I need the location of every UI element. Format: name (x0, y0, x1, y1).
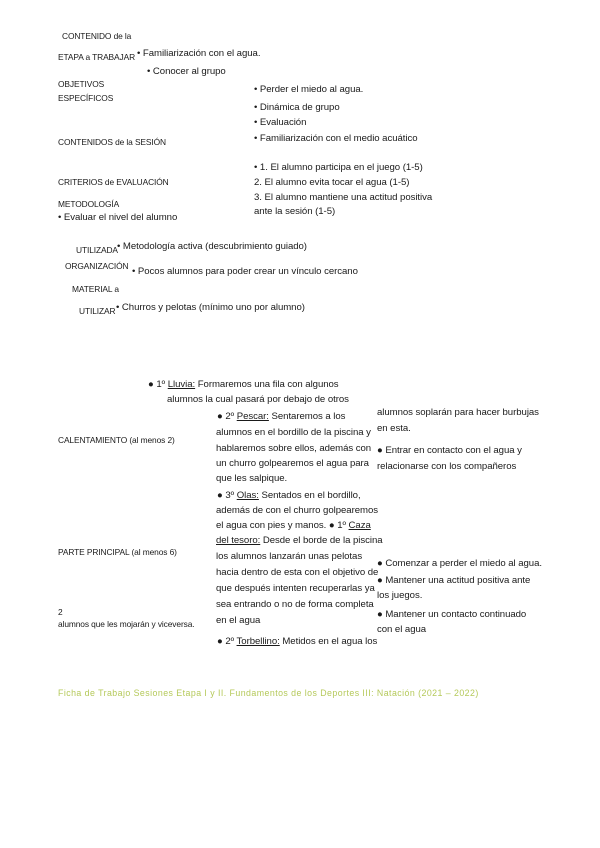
criterio-item-3: 3. El alumno mantiene una actitud positiva (254, 192, 433, 203)
lluvia-text: Formaremos una fila con algunos (195, 379, 339, 390)
right-col-1-line-2: en esta. (377, 423, 411, 434)
pescar-line-2: alumnos en el bordillo de la piscina y (216, 427, 371, 438)
caza-title-2: del tesoro: (216, 535, 261, 546)
olas-text-3: el agua con pies y manos. ● 1º (216, 520, 349, 531)
right-col-3-line-4: ● Mantener un contacto continuado (377, 609, 527, 620)
caza-line-4: que después intenten recuperarlas ya (216, 583, 375, 594)
torbellino-title: Torbellino: (236, 636, 280, 647)
caza-line-6: en el agua (216, 615, 261, 626)
olas-line-2: además de con el churro golpearemos (216, 505, 378, 516)
objetivos-label-2: ESPECÍFICOS (58, 93, 114, 103)
objetivo-item-1: • Perder el miedo al agua. (254, 84, 364, 95)
lluvia-line-2: alumnos la cual pasará por debajo de otros (167, 394, 349, 405)
criterio-item-4: ante la sesión (1-5) (254, 206, 336, 217)
right-col-3-line-5: con el agua (377, 624, 427, 635)
material-label-2: UTILIZAR (79, 306, 116, 316)
pescar-text: Sentaremos a los (268, 411, 346, 422)
olas-line-1 (217, 490, 361, 502)
objetivo-item-3: • Evaluación (254, 117, 307, 128)
right-col-3-line-2: ● Mantener una actitud positiva ante (377, 575, 531, 586)
caza-text: Desde el borde de la piscina (260, 535, 383, 546)
criterio-item-1: • 1. El alumno participa en el juego (1-5) (254, 162, 423, 173)
organizacion-label: ORGANIZACIÓN (65, 261, 129, 271)
pescar-title: Pescar: (236, 411, 269, 422)
metodologia-label: METODOLOGÍA (58, 199, 120, 209)
caza-title-1: Caza (348, 520, 371, 531)
material-value: • Churros y pelotas (mínimo uno por alumno) (116, 302, 305, 313)
right-col-3-line-3: los juegos. (377, 590, 423, 601)
objetivos-label: OBJETIVOS (58, 79, 105, 89)
utilizada-label: UTILIZADA (76, 245, 118, 255)
metodologia-item: • Evaluar el nivel del alumno (58, 212, 178, 223)
caza-line-1 (216, 535, 383, 547)
organizacion-value: • Pocos alumnos para poder crear un vínculo cercano (132, 266, 358, 277)
caza-line-5: sea entrando o no de forma completa (216, 599, 374, 610)
right-col-3-line-1: ● Comenzar a perder el miedo al agua. (377, 558, 542, 569)
right-col-1-line-1: alumnos soplarán para hacer burbujas (377, 407, 539, 418)
bullet-prefix: ● 2º (217, 636, 237, 647)
bullet-prefix: ● 2º (217, 411, 237, 422)
bullet-prefix: ● 3º (217, 490, 237, 501)
caza-line-3: hacia dentro de esta con el objetivo de (216, 567, 379, 578)
parte-principal-label: PARTE PRINCIPAL (al menos 6) (58, 547, 177, 557)
bullet-prefix: ● 1º (148, 379, 168, 390)
olas-text: Sentados en el bordillo, (258, 490, 361, 501)
pescar-line-1 (217, 411, 345, 423)
page-number: 2 (58, 607, 63, 617)
pescar-line-4: un churro golpearemos el agua para (216, 458, 369, 469)
caza-line-2: los alumnos lanzarán unas pelotas (216, 551, 363, 562)
calentamiento-label: CALENTAMIENTO (al menos 2) (58, 435, 175, 445)
right-col-2-line-2: relacionarse con los compañeros (377, 461, 517, 472)
utilizada-value: • Metodología activa (descubrimiento guiado) (117, 241, 307, 252)
material-label: MATERIAL a (72, 284, 119, 294)
pescar-line-3: hablaremos sobre ellos, además con (216, 443, 372, 454)
torbellino-line (217, 636, 377, 648)
footer-text: Ficha de Trabajo Sesiones Etapa I y II. Fundamentos de los Deportes III: Natación (2021 – 2022) (58, 688, 479, 698)
etapa-item-2: • Conocer al grupo (147, 66, 226, 77)
objetivo-item-2: • Dinámica de grupo (254, 102, 340, 113)
criterios-label: CRITERIOS de EVALUACIÓN (58, 177, 169, 187)
etapa-item-1: • Familiarización con el agua. (137, 48, 261, 59)
objetivo-item-4: • Familiarización con el medio acuático (254, 133, 418, 144)
olas-title: Olas: (236, 490, 259, 501)
lluvia-title: Lluvia: (167, 379, 196, 390)
left-fragment: alumnos que les mojarán y viceversa. (58, 619, 195, 629)
torbellino-text: Metidos en el agua los (279, 636, 378, 647)
etapa-label: ETAPA a TRABAJAR (58, 52, 136, 62)
right-col-2-line-1: ● Entrar en contacto con el agua y (377, 445, 522, 456)
olas-line-3 (216, 520, 371, 532)
pescar-line-5: que les salpique. (216, 473, 288, 484)
contenidos-label: CONTENIDOS de la SESIÓN (58, 137, 166, 147)
criterio-item-2: 2. El alumno evita tocar el agua (1-5) (254, 177, 410, 188)
contenido-label: CONTENIDO de la (62, 31, 132, 41)
lluvia-line-1 (148, 379, 339, 391)
